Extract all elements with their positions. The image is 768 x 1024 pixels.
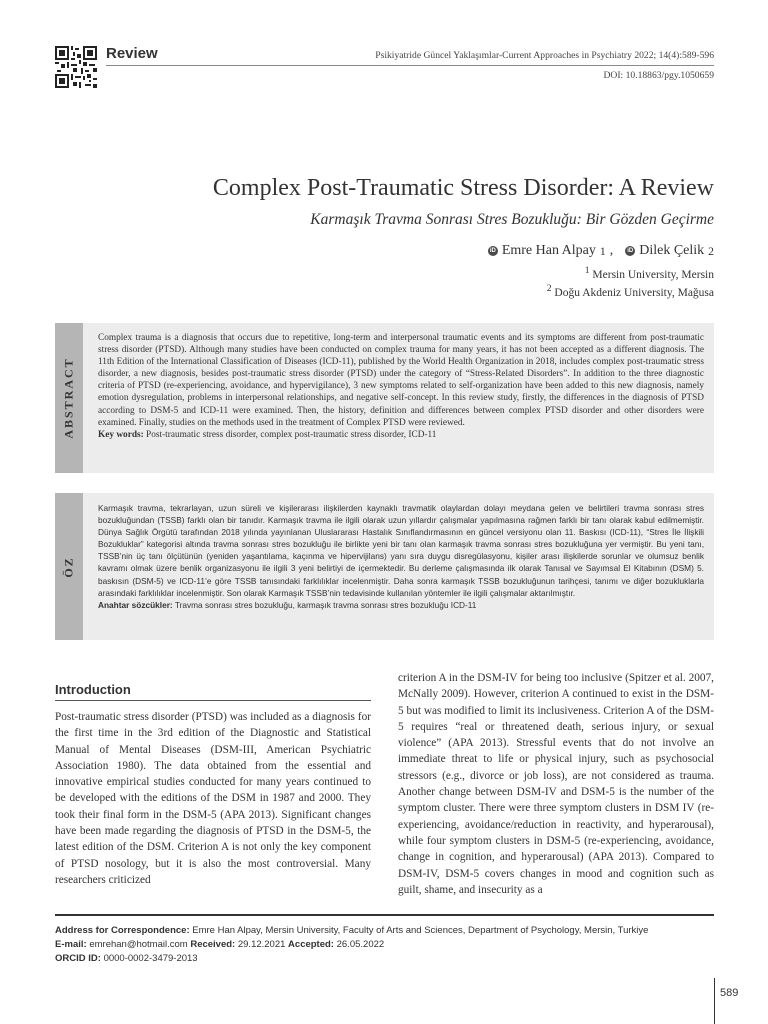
abstract-text-block bbox=[98, 332, 704, 441]
abstract-tab bbox=[55, 323, 83, 473]
contact-line bbox=[55, 939, 384, 950]
affiliation bbox=[585, 265, 714, 281]
affiliation-sup: 1 bbox=[584, 265, 590, 276]
correspondence-line bbox=[55, 925, 648, 936]
email-label: E-mail: bbox=[55, 939, 87, 950]
orcid-label: ORCID ID: bbox=[55, 953, 101, 964]
oz-label: ÖZ bbox=[61, 555, 76, 578]
abstract-keywords bbox=[98, 429, 704, 441]
oz-keywords-label: Anahtar sözcükler: bbox=[98, 599, 173, 610]
oz-text: Karmaşık travma, tekrarlayan, uzun süreli ve kişilerarası ilişkilerden kaynaklı travmatik olaylardan dolayı meydana gelen ve belirtileri travma sonrası stres bozukluğundan (TSSB) farklı olan bir tanıdır. Karmaşık travma ile ilgili olarak uzun yıllardır çalışmalar yapılmasına rağmen farklı bir tanı olarak kabul edilmemiştir. Dünya Sağlık Örgütü tarafından 2018 yılında yayınlanan Uluslararası Hastalık Sınıflandırmasının en güncel versiyonu olan 11. Baskısı (ICD-11), “Stres İle İlişkili Bozukluklar” kategorisi altında travma sonrası stres bozukluğu ile birlikte yeni bir tanı olan karmaşık travma sonrası stres bozukluğuna yer vermiştir. Bu yeni tanı, TSSB’nin üç tanı ölçütünün (yeniden yaşantılama, kaçınma ve hipervijilans) yanı sıra duygu disregülasyonu, kişiler arası ilişkilerde sorunlar ve olumsuz benlik kavramı olmak üzere benlik organizasyonu ile ilgili 3 yeni belirtiyi de içermektedir. Bu derleme çalışmasında ilk olarak Tanısal ve Sayımsal El Kitabının (DSM) 5. baskısın (DSM-5) ve ICD-11’e göre TSSB tanısındaki farklılıklar incelenmiştir. Daha sonra karmaşık TSSB bozukluğunun tarihçesi, tanımı ve diğer bozukluklarla arasındaki farklılıklar incelenmiştir. Son olarak Karmaşık TSSB’nin tedavisinde kullanılan yöntemler ile ilgili çalışmalar aktarılmıştır. bbox=[98, 503, 704, 598]
author-sup: 2 bbox=[708, 244, 714, 258]
oz-keywords bbox=[98, 599, 704, 611]
affiliation bbox=[547, 283, 714, 299]
page-number-rule bbox=[714, 978, 715, 1024]
keywords-text: Post-traumatic stress disorder, complex post-traumatic stress disorder, ICD-11 bbox=[146, 429, 437, 440]
page-number: 589 bbox=[720, 987, 739, 999]
accepted-date: 26.05.2022 bbox=[336, 939, 385, 950]
affiliation-sup: 2 bbox=[546, 283, 552, 294]
email-link[interactable]: emrehan@hotmail.com bbox=[89, 939, 188, 950]
header-rule bbox=[106, 65, 714, 66]
author-separator: , bbox=[609, 243, 614, 258]
oz-text-block bbox=[98, 502, 704, 611]
orcid-icon[interactable]: iD bbox=[489, 248, 496, 254]
received-date: 29.12.2021 bbox=[237, 939, 286, 950]
affiliation-text: Doğu Akdeniz University, Mağusa bbox=[554, 286, 714, 299]
accepted-label: Accepted: bbox=[288, 939, 334, 950]
article-title: Complex Post-Traumatic Stress Disorder: A Review bbox=[212, 175, 714, 201]
received-label: Received: bbox=[190, 939, 236, 950]
doi-link[interactable]: DOI: 10.18863/pgy.1050659 bbox=[603, 70, 714, 81]
abstract-text: Complex trauma is a diagnosis that occurs due to repetitive, long-term and interpersonal traumatic events and its symptoms are different from post-traumatic stress disorder (PTSD). Although many studies have been conducted on complex trauma for many years, it has not been accepted as a different diagnosis. The 11th Edition of the International Classification of Diseases (ICD-11), published by the World Health Organization in 2018, includes complex post-traumatic stress disorder, a new diagnosis, besides post-traumatic stress disorder (PTSD) under the category of “Stress-Related Disorders”. In addition to the three diagnostic criteria of PTSD (re-experiencing, avoidance, and hypervigilance), 3 new symptoms related to self-organization have been added to this new diagnosis, namely emotion dysregulation, problems in interpersonal relationships, and negative self-concept. In this review study, firstly, the differences in the diagnosis of PTSD according to DSM-5 and ICD-11 were examined. Then, the history, definition and differences between complex PTSD disorder and other disorders were examined. Finally, studies on the methods used in the treatment of Complex PTSD were reviewed. bbox=[98, 333, 704, 428]
author-name: Emre Han Alpay bbox=[501, 243, 596, 258]
author-name: Dilek Çelik bbox=[639, 243, 705, 258]
orcid-id[interactable]: 0000-0002-3479-2013 bbox=[103, 953, 198, 964]
intro-paragraph-right: criterion A in the DSM-IV for being too inclusive (Spitzer et al. 2007, McNally 2009). However, criterion A continued to exist in the DSM-5 but was modified to limit its inclusiveness. Criterion A of the DSM-5 requires “real or threatened death, serious injury, or sexual violence” (APA 2013). Stressful events that do not involve an immediate threat to life or physical injury, such as psychosocial stressors (e.g., divorce or job loss), are not considered as trauma. Another change between DSM-IV and DSM-5 is the number of the symptom cluster. There were three symptom clusters in DSM IV (re-experiencing, avoidance/reduction in reactivity, and hyperarousal), while four symptom clusters in DSM-5 (re-experiencing, avoidance, change in cognition, and hyperarousal) (APA 2013). Compared to DSM-IV, DSM-5 covers changes in mood and cognition such as guilt, shame, and insecurity as a bbox=[398, 672, 714, 896]
qr-code-icon bbox=[55, 46, 97, 88]
oz-keywords-text: Travma sonrası stres bozukluğu, karmaşık travma sonrası stres bozukluğu ICD-11 bbox=[174, 599, 477, 610]
intro-paragraph-left: Post-traumatic stress disorder (PTSD) was included as a diagnosis for the first time in the 3rd edition of the Diagnostic and Statistical Manual of Mental Diseases (DSM-III, American Psychiatric Association 1980). The data obtained from the essential and innovative empirical studies conducted for many years continued to be developed with the editions of the DSM in 1987 and 2000. They took their final form in the DSM-5 (APA 2013). Significant changes have been made regarding the diagnosis of PTSD in the DSM-5, the latest edition of the DSM. Criterion A is not only the key component of PTSD nosology, but it is also the most controversial. Many researchers criticized bbox=[55, 711, 371, 886]
orcid-line bbox=[55, 953, 198, 964]
keywords-label: Key words: bbox=[98, 429, 144, 440]
footer-rule bbox=[55, 914, 714, 916]
abstract-label: ABSTRACT bbox=[61, 357, 76, 439]
article-subtitle: Karmaşık Travma Sonrası Stres Bozukluğu: Bir Gözden Geçirme bbox=[310, 211, 714, 228]
orcid-icon[interactable]: iD bbox=[627, 248, 634, 254]
address-text: Emre Han Alpay, Mersin University, Faculty of Arts and Sciences, Department of Psychology, Mersin, Turkiye bbox=[192, 925, 649, 936]
introduction-rule bbox=[55, 700, 371, 701]
address-label: Address for Correspondence: bbox=[55, 925, 190, 936]
body-column-left bbox=[55, 709, 371, 888]
author-sup: 1 bbox=[599, 244, 606, 258]
body-column-right bbox=[398, 670, 714, 898]
section-label: Review bbox=[106, 45, 158, 62]
oz-box bbox=[55, 493, 714, 640]
affiliation-text: Mersin University, Mersin bbox=[592, 268, 714, 281]
author-list bbox=[488, 243, 714, 259]
oz-tab bbox=[55, 493, 83, 640]
introduction-heading: Introduction bbox=[55, 682, 131, 697]
journal-citation: Psikiyatride Güncel Yaklaşımlar-Current Approaches in Psychiatry 2022; 14(4):589-596 bbox=[375, 50, 714, 61]
abstract-box bbox=[55, 323, 714, 473]
